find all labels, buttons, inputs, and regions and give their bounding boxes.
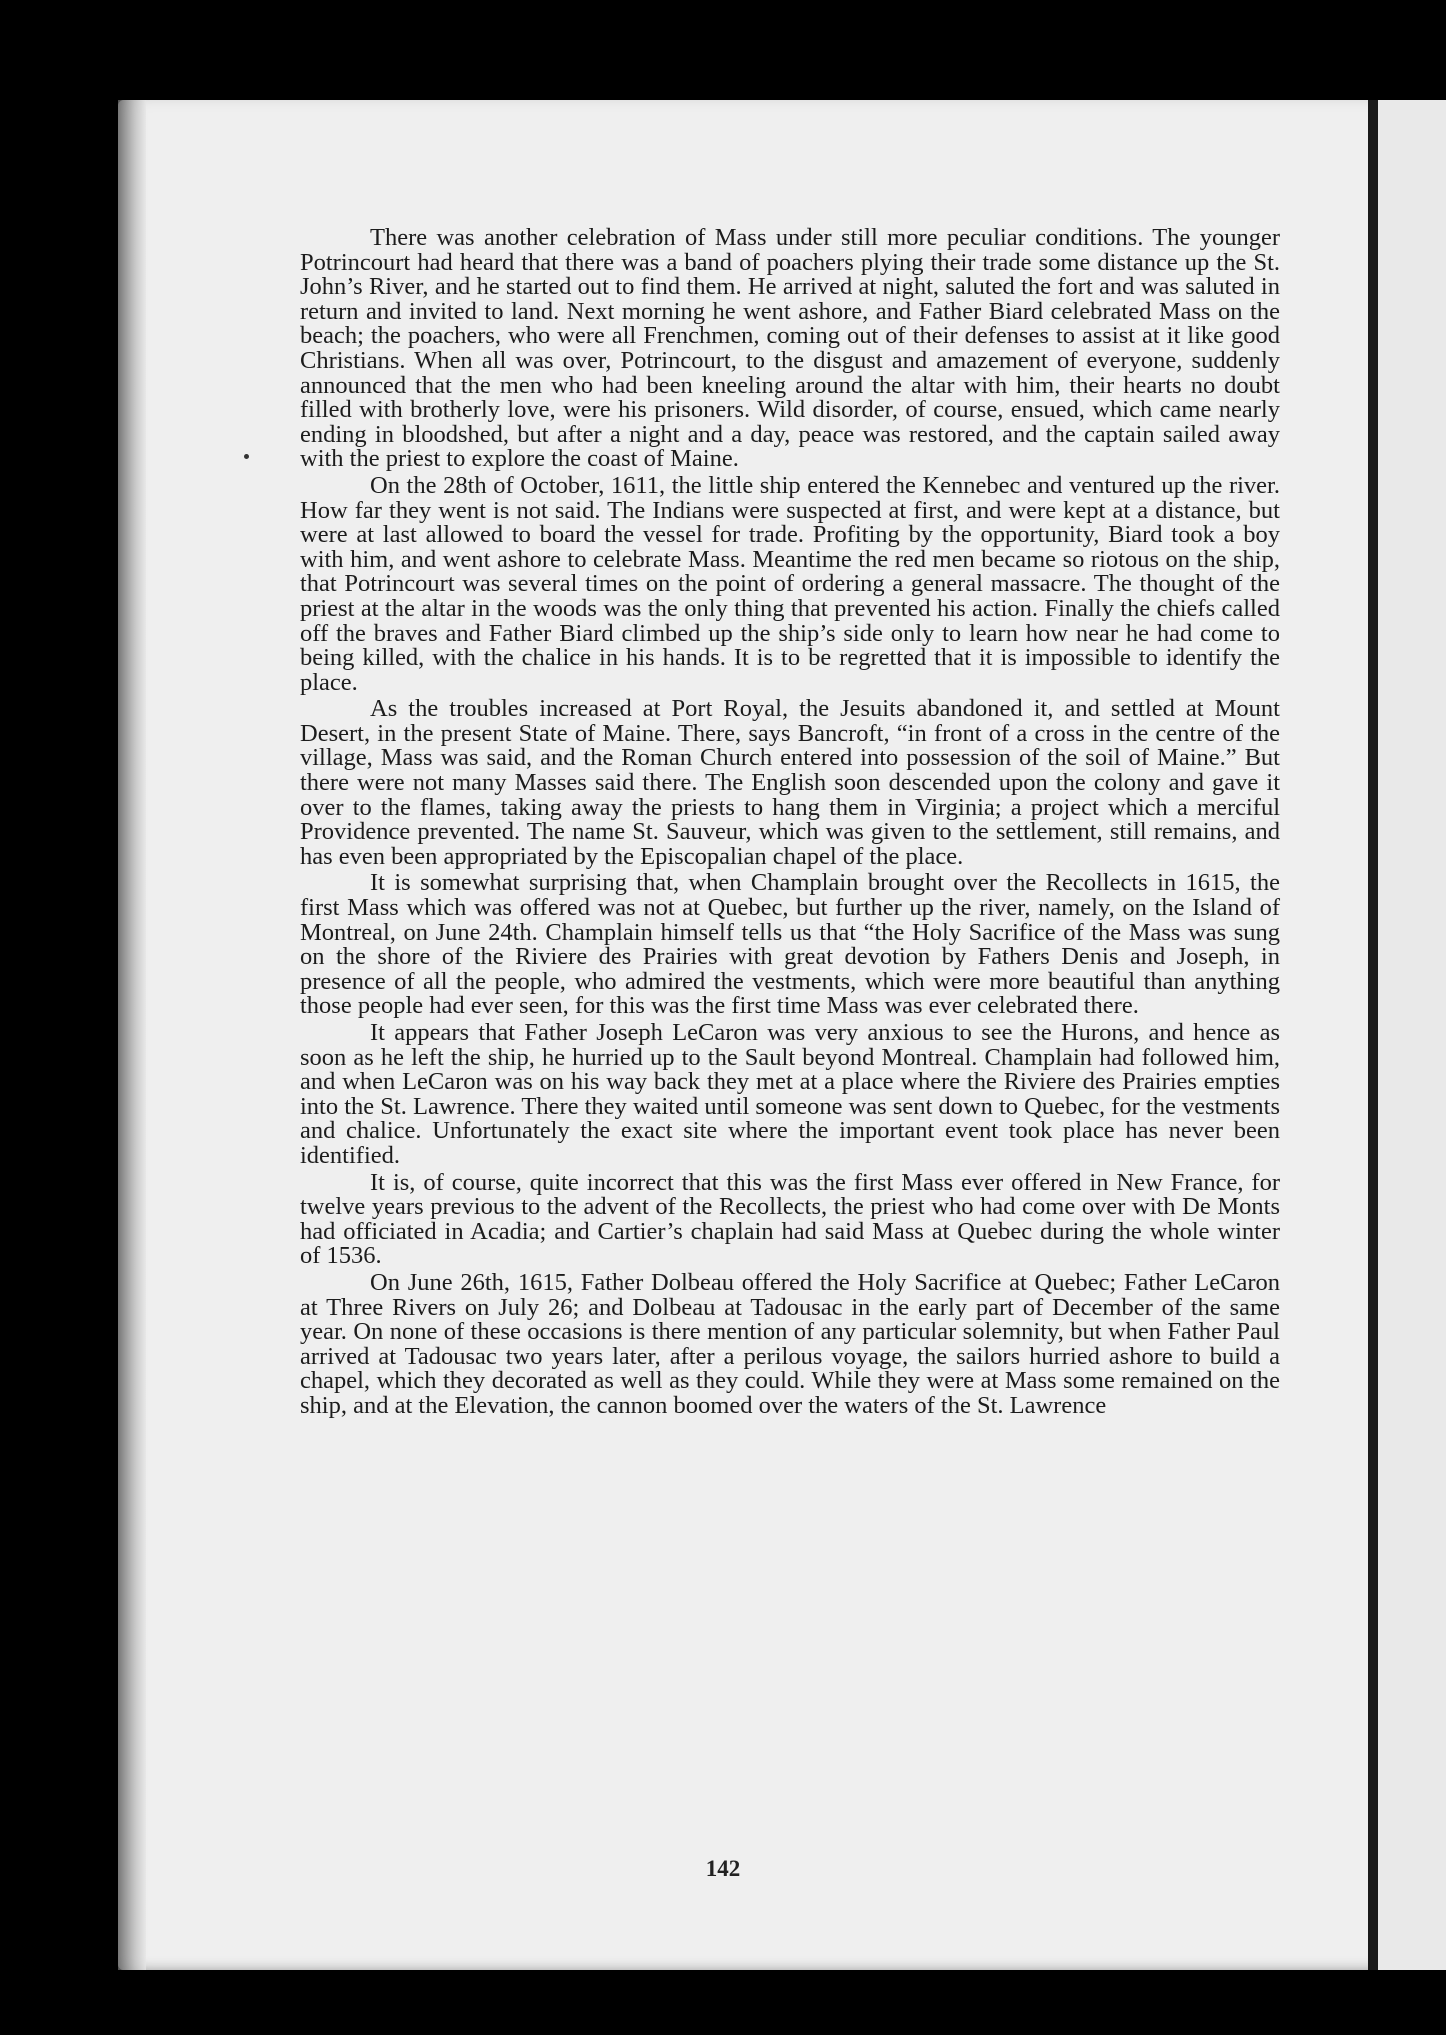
scan-speck (244, 454, 249, 459)
page-edge-shadow (1368, 100, 1378, 1970)
paragraph-1: There was another celebration of Mass under still more peculiar conditions. The younger Potrincourt had heard that there was a band of poachers plying their trade some distance up the St. John’s River, and he started out to find them. He arrived at night, saluted the fort and was saluted in return and invited to land. Next morning he went ashore, and Father Biard celebrated Mass on the beach; the poachers, who were all Frenchmen, coming out of their defenses to assist at it like good Christians. When all was over, Potrincourt, to the disgust and amazement of everyone, suddenly announced that the men who had been kneeling around the altar with him, their hearts no doubt filled with brotherly love, were his prisoners. Wild disorder, of course, ensued, which came nearly ending in bloodshed, but after a night and a day, peace was restored, and the captain sailed away with the priest to explore the coast of Maine. (300, 224, 1280, 473)
page-number: 142 (705, 1856, 741, 1881)
paragraph-5: It appears that Father Joseph LeCaron was very anxious to see the Hurons, and hence as soon as he left the ship, he hurried up to the Sault beyond Montreal. Champlain had followed him, and when LeCaron was on his way back they met at a place where the Riviere des Prairies empties into the St. Lawrence. There they waited until someone was sent down to Quebec, for the vestments and chalice. Unfortunately the exact site where the important event took place has never been identified. (300, 1019, 1280, 1169)
paragraph-7: On June 26th, 1615, Father Dolbeau offered the Holy Sacrifice at Quebec; Father LeCaron at Three Rivers on July 26; and Dolbeau at Tadousac in the early part of December of the same year. On none of these occasions is there mention of any particular solemnity, but when Father Paul arrived at Tadousac two years later, after a perilous voyage, the sailors hurried ashore to build a chapel, which they decorated as well as they could. While they were at Mass some remained on the ship, and at the Elevation, the cannon boomed over the waters of the St. Lawrence (300, 1268, 1280, 1419)
paragraph-2: On the 28th of October, 1611, the little ship entered the Kennebec and ventured up the river. How far they went is not said. The Indians were suspected at first, and were kept at a distance, but were at last allowed to board the vessel for trade. Profiting by the opportunity, Biard took a boy with him, and went ashore to celebrate Mass. Meantime the red men became so riotous on the ship, that Potrincourt was several times on the point of ordering a general massacre. The thought of the priest at the altar in the woods was the only thing that prevented his action. Finally the chiefs called off the braves and Father Biard climbed up the ship’s side only to learn how near he had come to being killed, with the chalice in his hands. It is to be regretted that it is impossible to identify the place. (300, 471, 1280, 696)
paragraph-3: As the troubles increased at Port Royal, the Jesuits abandoned it, and settled at Mount Desert, in the present State of Maine. There, says Bancroft, “in front of a cross in the centre of the village, Mass was said, and the Roman Church entered into possession of the soil of Maine.” But there were not many Masses said there. The English soon descended upon the colony and gave it over to the flames, taking away the priests to hang them in Virginia; a project which a merciful Providence prevented. The name St. Sauveur, which was given to the settlement, still remains, and has even been appropriated by the Episcopalian chapel of the place. (300, 695, 1280, 870)
page-gutter-shadow (118, 100, 146, 1970)
paragraph-6: It is, of course, quite incorrect that this was the first Mass ever offered in New France, for twelve years previous to the advent of the Recollects, the priest who had come over with De Monts had officiated in Acadia; and Cartier’s chaplain had said Mass at Quebec during the whole winter of 1536. (300, 1168, 1280, 1270)
adjacent-page-edge (1378, 100, 1446, 1970)
body-text (300, 226, 1280, 1421)
paragraph-4: It is somewhat surprising that, when Champlain brought over the Recollects in 1615, the first Mass which was offered was not at Quebec, but further up the river, namely, on the Island of Montreal, on June 24th. Champlain himself tells us that “the Holy Sacrifice of the Mass was sung on the shore of the Riviere des Prairies with great devotion by Fathers Denis and Joseph, in presence of all the people, who admired the vestments, which were more beautiful than anything those people had ever seen, for this was the first time Mass was ever celebrated there. (300, 869, 1280, 1020)
